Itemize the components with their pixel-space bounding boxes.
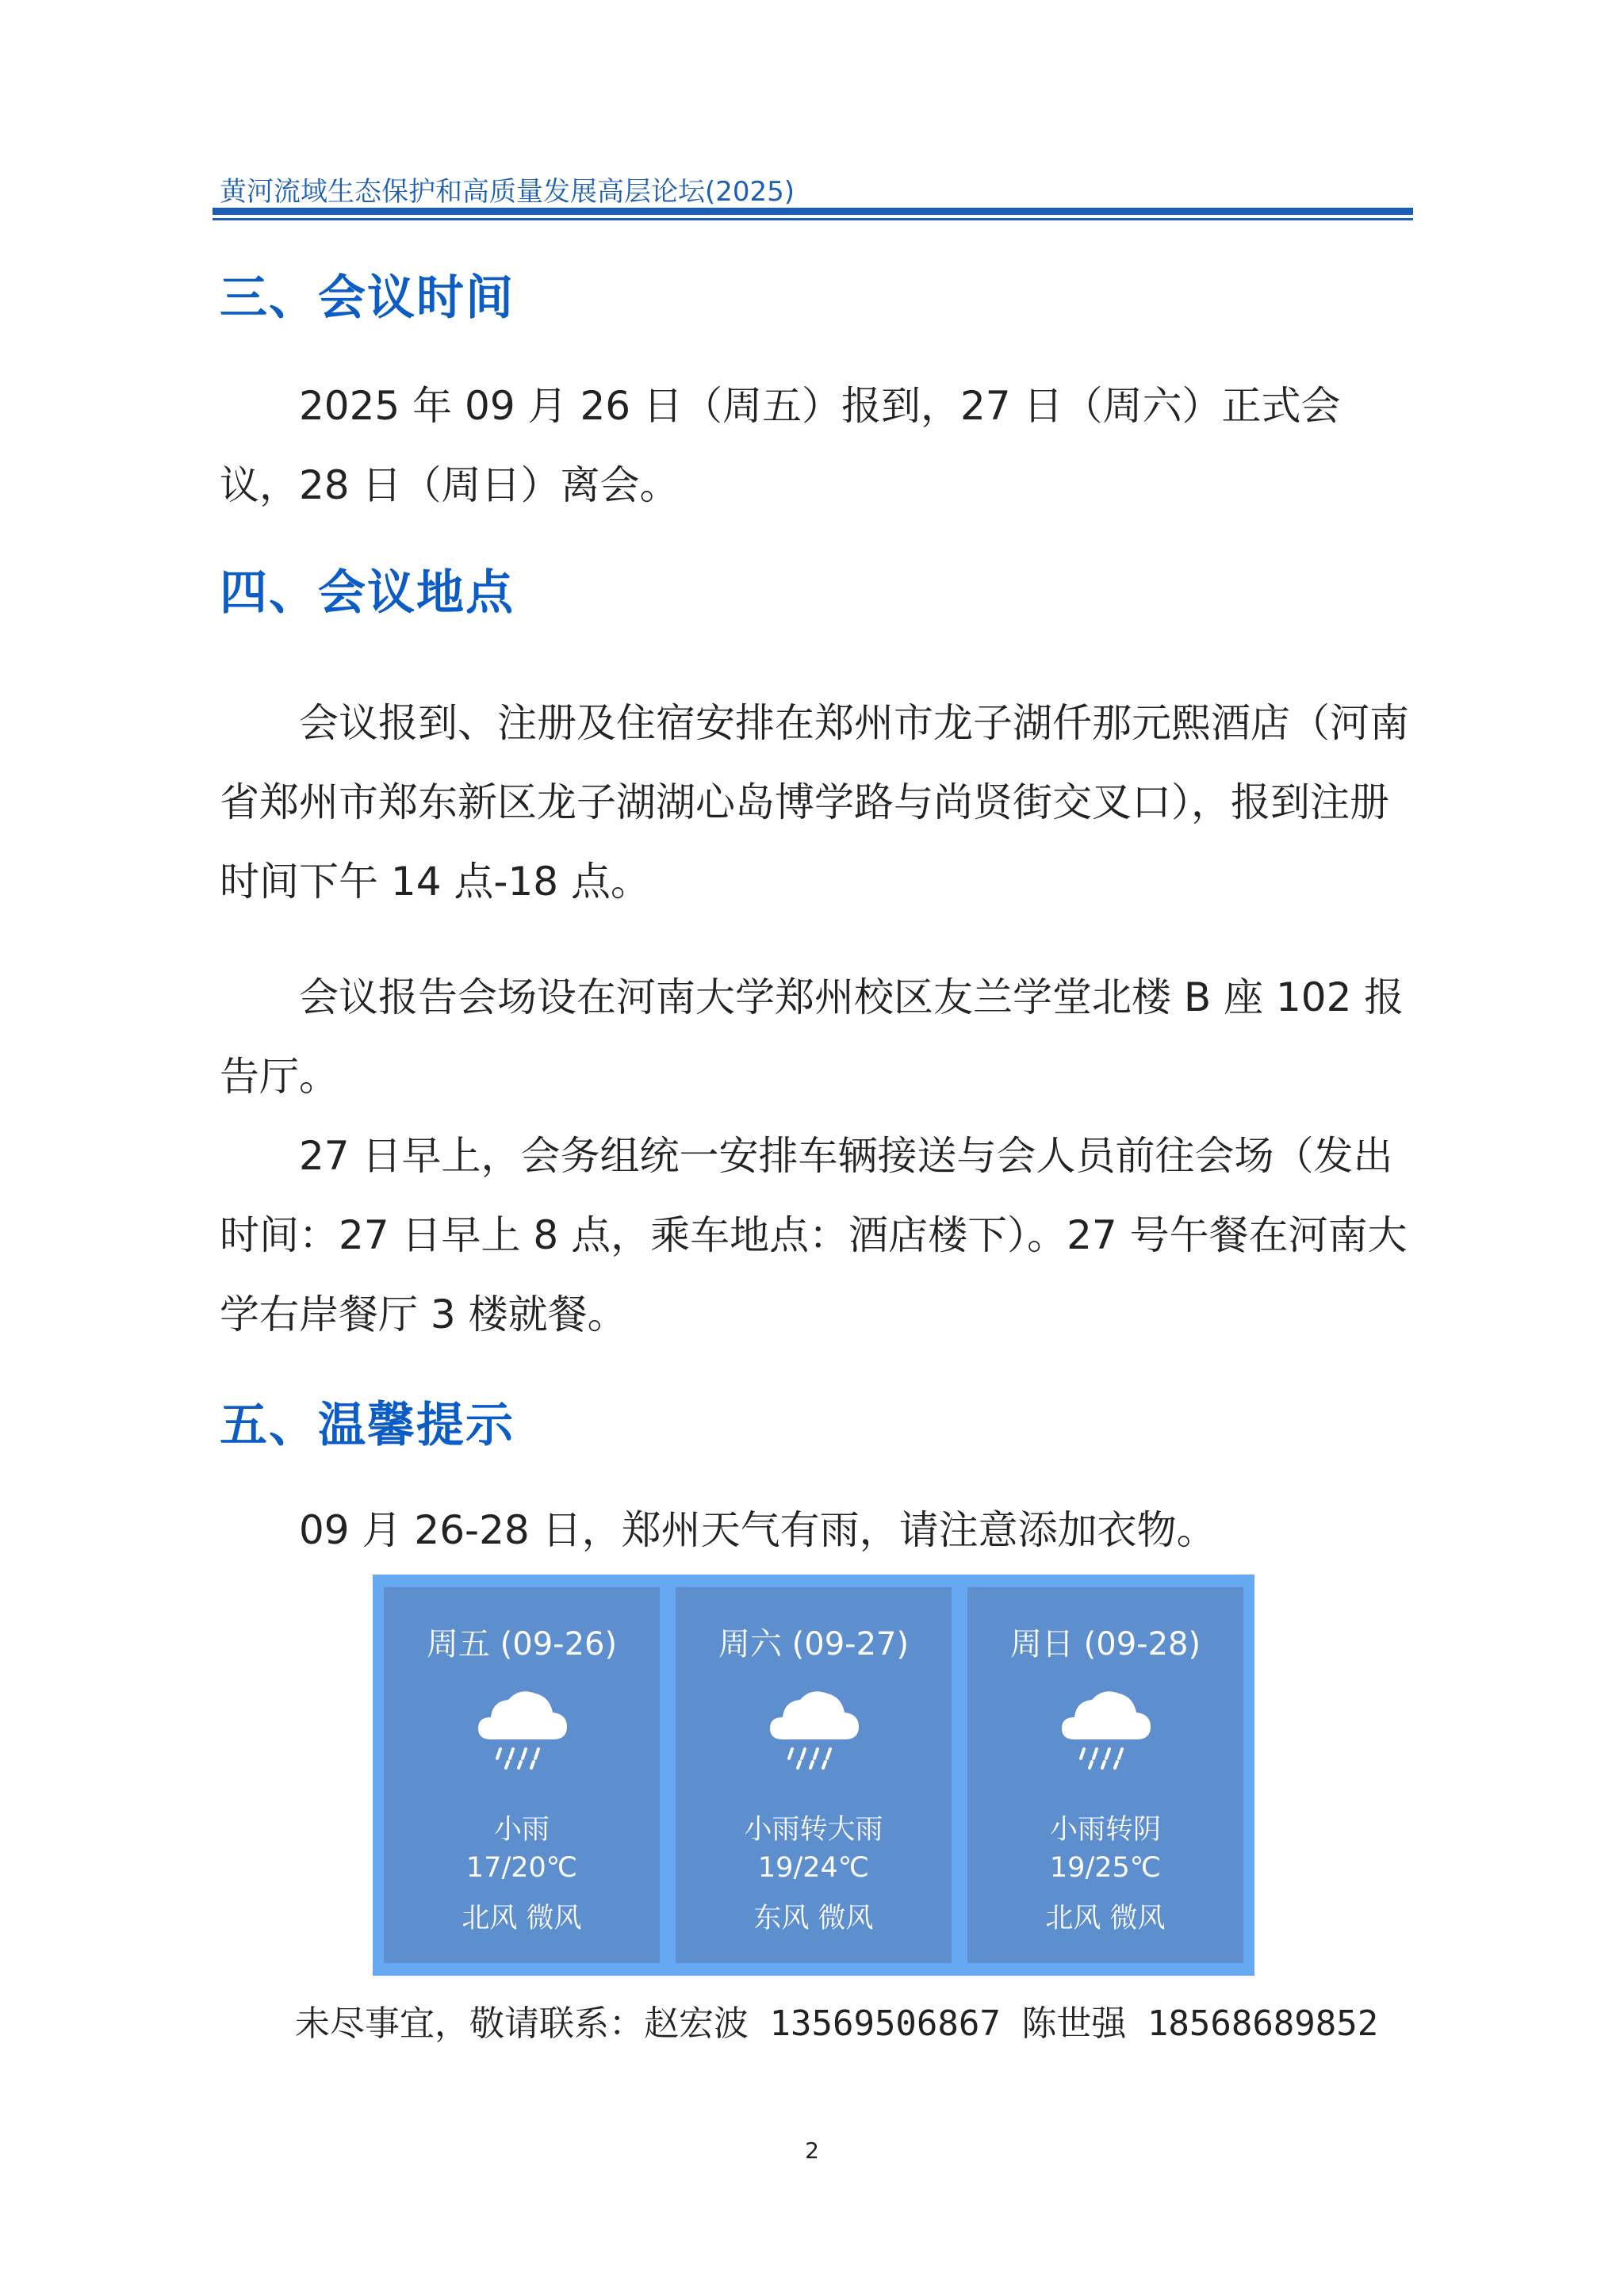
weather-wind: 东风 微风 — [753, 1903, 874, 1934]
weather-wind: 北风 微风 — [462, 1903, 582, 1934]
weather-description: 小雨转阴 — [1049, 1814, 1161, 1846]
section-heading-meeting-location: 四、会议地点 — [220, 565, 515, 621]
rain-cloud-icon — [1057, 1686, 1155, 1773]
weather-card-day1 — [384, 1587, 660, 1963]
weather-day-label: 周五 (09-26) — [426, 1626, 618, 1663]
section-heading-reminder: 五、温馨提示 — [220, 1398, 515, 1453]
contact-info: 未尽事宜，敬请联系：赵宏波 13569506867 陈世强 18568689852 — [295, 2003, 1379, 2044]
header-rule-thick — [213, 208, 1413, 215]
meeting-time-paragraph: 2025 年 09 月 26 日（周五）报到，27 日（周六）正式会议，28 日（周日）离会。 — [220, 383, 1341, 508]
weather-reminder-paragraph: 09 月 26-28 日，郑州天气有雨，请注意添加衣物。 — [299, 1507, 1216, 1553]
rain-cloud-icon — [765, 1686, 864, 1773]
weather-day-label: 周日 (09-28) — [1009, 1626, 1201, 1663]
weather-description: 小雨 — [493, 1814, 550, 1846]
weather-forecast-panel — [373, 1575, 1254, 1976]
weather-description: 小雨转大雨 — [744, 1814, 883, 1846]
header-rule-thin — [213, 218, 1413, 220]
location-paragraph-venue: 会议报告会场设在河南大学郑州校区友兰学堂北楼 B 座 102 报告厅。 — [220, 974, 1404, 1100]
location-paragraph-hotel: 会议报到、注册及住宿安排在郑州市龙子湖仟那元熙酒店（河南省郑州市郑东新区龙子湖湖心岛博学路与尚贤街交叉口），报到注册时间下午 14 点-18 点。 — [220, 700, 1409, 905]
rain-cloud-icon — [473, 1686, 572, 1773]
weather-temperature: 19/25℃ — [1049, 1852, 1162, 1884]
weather-wind: 北风 微风 — [1045, 1903, 1166, 1934]
running-header-title: 黄河流域生态保护和高质量发展高层论坛(2025) — [220, 176, 795, 208]
location-paragraph-shuttle: 27 日早上，会务组统一安排车辆接送与会人员前往会场（发出时间：27 日早上 8 点，乘车地点：酒店楼下）。27 号午餐在河南大学右岸餐厅 3 楼就餐。 — [220, 1133, 1408, 1337]
weather-temperature: 17/20℃ — [465, 1852, 578, 1884]
weather-day-label: 周六 (09-27) — [718, 1626, 910, 1663]
weather-temperature: 19/24℃ — [757, 1852, 870, 1884]
weather-card-day3 — [967, 1587, 1243, 1963]
section-heading-meeting-time: 三、会议时间 — [220, 270, 515, 326]
weather-card-day2 — [676, 1587, 952, 1963]
page-number: 2 — [805, 2137, 819, 2164]
